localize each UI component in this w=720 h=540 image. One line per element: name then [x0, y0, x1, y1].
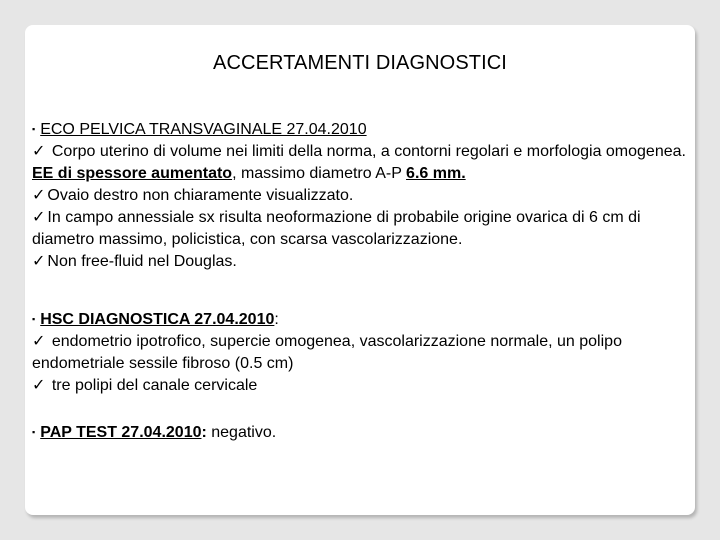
check-icon: ✓: [32, 377, 46, 394]
check-icon: ✓: [32, 253, 46, 270]
page-title: ACCERTAMENTI DIAGNOSTICI: [213, 52, 507, 74]
check-icon: ✓: [32, 333, 46, 350]
eco-finding-ovary: [32, 185, 694, 207]
eco-item4-text: Non free-fluid nel Douglas.: [47, 253, 237, 270]
bullet-icon: ▪: [32, 124, 36, 134]
eco-item3-text: In campo annessiale sx risulta neoformazione di probabile origine ovarica di 6 cm di diametro massimo, policistica, con scarsa vascolarizzazione.: [32, 209, 641, 248]
hsc-heading-text: HSC DIAGNOSTICA 27.04.2010: [40, 311, 275, 328]
eco-item1-text-a: Corpo uterino di volume nei limiti della norma, a contorni regolari e morfologia omogenea.: [51, 143, 686, 160]
bullet-icon: ▪: [32, 314, 36, 324]
section-pap-test: [32, 421, 694, 444]
eco-item1-ee: EE di spessore aumentato: [32, 165, 233, 182]
bullet-icon: ▪: [32, 427, 36, 437]
hsc-heading-colon: :: [274, 311, 279, 328]
hsc-finding-polyps: [32, 375, 694, 397]
hsc-item2-text: tre polipi del canale cervicale: [51, 377, 258, 394]
slide-card: [25, 25, 695, 515]
hsc-item1-text: endometrio ipotrofico, supercie omogenea, vascolarizzazione normale, un polipo endometriale sessile fibroso (0.5 cm): [32, 333, 622, 372]
pap-result-text: negativo.: [206, 424, 277, 441]
eco-item1-mm: 6.6 mm.: [406, 165, 466, 182]
check-icon: ✓: [32, 209, 46, 226]
check-icon: ✓: [32, 187, 46, 204]
hsc-finding-endometrium: [32, 331, 694, 375]
eco-item2-text: Ovaio destro non chiaramente visualizzato.: [47, 187, 354, 204]
section-hsc: [32, 308, 694, 397]
section-heading-eco: [32, 118, 694, 141]
section-heading-pap: [32, 421, 694, 444]
eco-finding-uterus: [32, 141, 694, 185]
section-eco-pelvica: [32, 118, 694, 273]
check-icon: ✓: [32, 143, 46, 160]
eco-item1-text-b: , massimo diametro A-P: [232, 165, 407, 182]
pap-heading-colon: :: [201, 424, 207, 441]
section-heading-hsc: [32, 308, 694, 331]
eco-heading-text: ECO PELVICA TRANSVAGINALE 27.04.2010: [40, 121, 367, 138]
eco-finding-douglas: [32, 251, 694, 273]
eco-finding-adnexal: [32, 207, 694, 251]
pap-heading-text: PAP TEST 27.04.2010: [40, 424, 202, 441]
